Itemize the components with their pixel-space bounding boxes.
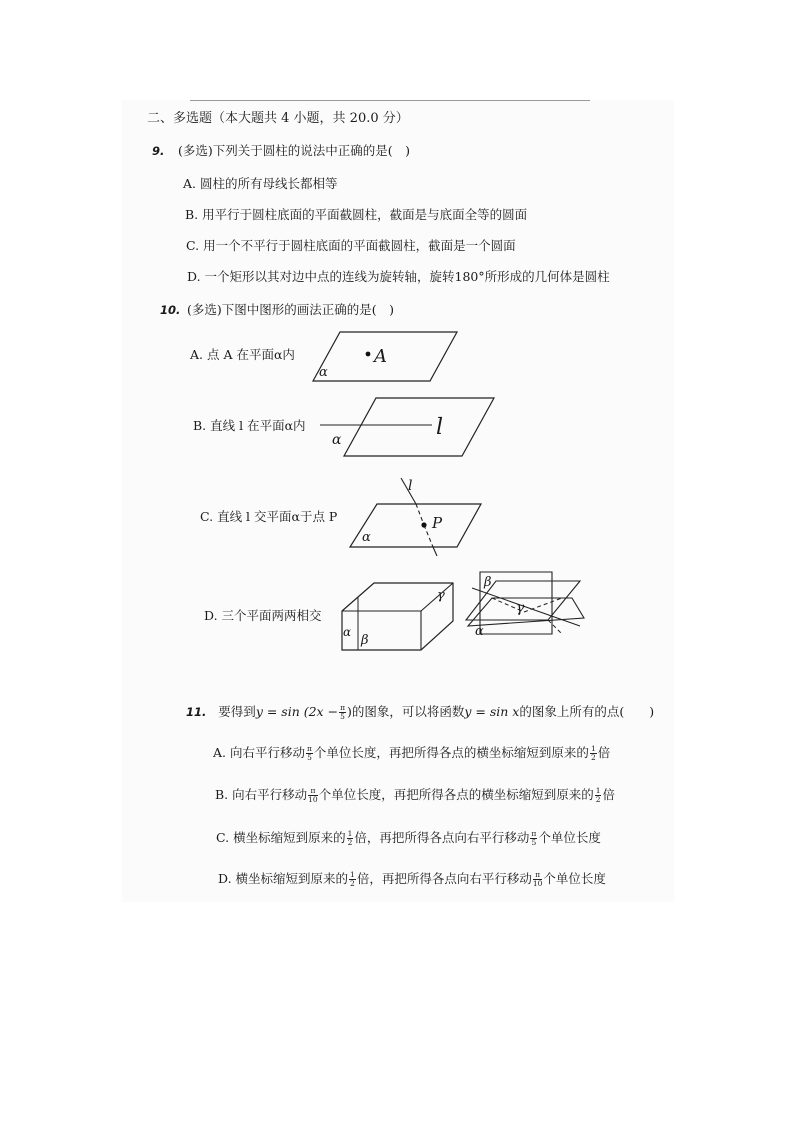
q11-func-post: )的图象，可以将函数 bbox=[347, 704, 465, 719]
section-title: 二、多选题（本大题共 4 小题，共 20.0 分） bbox=[147, 111, 409, 126]
label-d1-alpha: α bbox=[343, 625, 352, 639]
q10-option-c: C. 直线 l 交平面α于点 P bbox=[200, 509, 338, 524]
label-b-l: l bbox=[436, 415, 444, 440]
figure-d-box-planes bbox=[340, 578, 460, 656]
label-a-point: A bbox=[374, 346, 387, 367]
q11-option-c: C. 横坐标缩短到原来的 $\frac{1}{2}$ 倍，再把所得各点向右平行移动 $\frac{\pi}{5}$ 个单位长度 bbox=[216, 829, 601, 847]
q11-number: 11. bbox=[186, 705, 207, 719]
label-d2-beta: β bbox=[484, 575, 492, 590]
q11-stem bbox=[186, 704, 654, 721]
figure-b-line-in-plane bbox=[316, 394, 501, 460]
q10-option-b: B. 直线 l 在平面α内 bbox=[193, 418, 306, 433]
figure-a-plane-point bbox=[300, 326, 460, 386]
q10-option-a: A. 点 A 在平面α内 bbox=[190, 347, 295, 362]
label-d2-gamma: γ bbox=[516, 600, 525, 616]
q9-option-a: A. 圆柱的所有母线长都相等 bbox=[183, 176, 338, 191]
q11-option-b: B. 向右平行移动 $\frac{\pi}{10}$ 个单位长度，再把所得各点的横坐标缩短到原来的 $\frac{1}{2}$ 倍 bbox=[215, 786, 615, 804]
label-d2-alpha: α bbox=[475, 624, 484, 639]
q9-number: 9. bbox=[152, 144, 165, 158]
q9-option-d: D. 一个矩形以其对边中点的连线为旋转轴，旋转180°所形成的几何体是圆柱 bbox=[187, 269, 610, 284]
label-c-alpha: α bbox=[362, 530, 371, 545]
q10-number: 10. bbox=[160, 303, 181, 317]
label-d1-beta: β bbox=[361, 633, 369, 648]
figure-c-line-crosses-plane bbox=[346, 476, 486, 571]
top-rule bbox=[190, 100, 590, 101]
figure-d-intersecting-planes bbox=[462, 568, 587, 652]
label-a-alpha: α bbox=[319, 365, 328, 380]
q10-stem: (多选)下图中图形的画法正确的是( ) bbox=[187, 302, 395, 317]
q11-func2: y = sin x bbox=[464, 704, 520, 719]
label-c-p: P bbox=[432, 514, 443, 532]
q10-option-d: D. 三个平面两两相交 bbox=[204, 608, 322, 623]
q11-frac-pi-5: $\frac{\pi}{5}$ bbox=[340, 703, 345, 721]
q9-stem: (多选)下列关于圆柱的说法中正确的是( ) bbox=[178, 143, 411, 158]
label-b-alpha: α bbox=[332, 432, 342, 448]
q11-stem-post: 的图象上所有的点( ) bbox=[519, 704, 655, 719]
q11-option-d: D. 横坐标缩短到原来的 $\frac{1}{2}$ 倍，再把所得各点向右平行移动 $\frac{\pi}{10}$ 个单位长度 bbox=[218, 870, 606, 888]
q9-option-c: C. 用一个不平行于圆柱底面的平面截圆柱，截面是一个圆面 bbox=[186, 238, 516, 253]
q11-stem-pre: 要得到 bbox=[218, 704, 256, 719]
q11-option-a: A. 向右平行移动 $\frac{\pi}{5}$ 个单位长度，再把所得各点的横坐标缩短到原来的 $\frac{1}{2}$ 倍 bbox=[213, 744, 611, 762]
label-d1-gamma: γ bbox=[437, 588, 445, 603]
q11-func: y = sin (2x − bbox=[255, 704, 339, 719]
label-c-l: l bbox=[408, 478, 413, 494]
q9-option-b: B. 用平行于圆柱底面的平面截圆柱，截面是与底面全等的圆面 bbox=[185, 207, 528, 222]
